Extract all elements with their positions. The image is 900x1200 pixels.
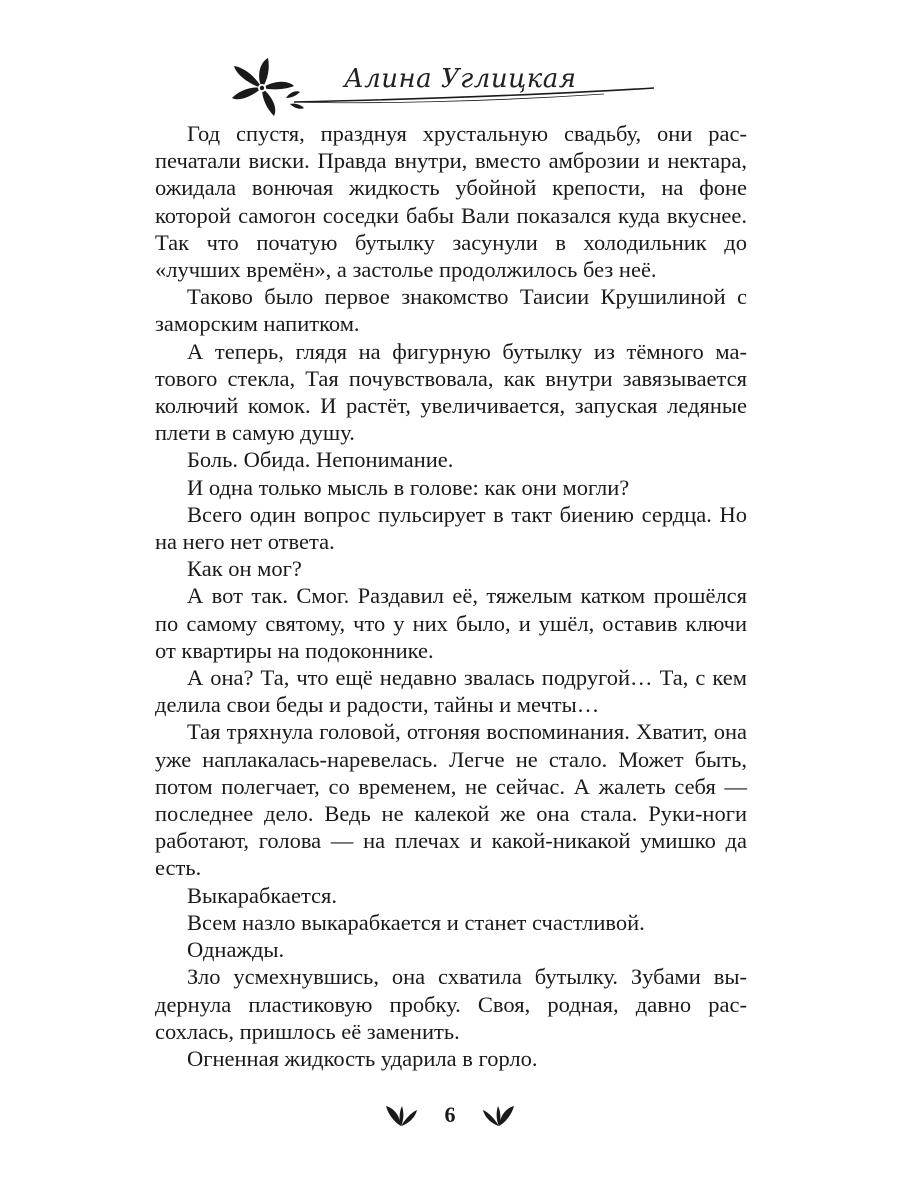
leaf-ornament-icon bbox=[482, 1102, 516, 1128]
leaf-ornament-icon bbox=[384, 1102, 418, 1128]
body-text bbox=[155, 120, 747, 1072]
paragraph: А теперь, глядя на фигурную бутылку из тёмного матового стекла, Тая почувствовала, как внутри завязывается колючий комок. И растёт, увеличивается, запуская ледяные плети в самую душу. bbox=[155, 338, 747, 446]
paragraph: И одна только мысль в голове: как они могли? bbox=[187, 474, 630, 500]
paragraph: Всем назло выкарабкается и станет счастливой. bbox=[187, 909, 645, 935]
paragraph: А вот так. Смог. Раздавил её, тяжелым катком прошёлся по самому святому, что у них было, и ушёл, оставив ключи от квартиры на подоконнике. bbox=[155, 583, 747, 663]
paragraph: Всего один вопрос пульсирует в такт биению сердца. Но на него нет ответа. bbox=[155, 501, 747, 555]
paragraph: Однажды. bbox=[187, 937, 285, 963]
author-name: Алина Углицкая bbox=[344, 64, 577, 94]
paragraph: Выкарабкается. bbox=[187, 882, 338, 908]
paragraph: А она? Та, что ещё недавно звалась подругой… Та, с кем делила свои беды и радости, тайны и мечты… bbox=[155, 665, 747, 718]
paragraph: Год спустя, празднуя хрустальную свадьбу, они распечатали виски. Правда внутри, вместо амброзии и нектара, ожидала вонючая жидкость убойной крепости, на фоне которой самогон соседки бабы Вали показался куда вкуснее. Так что початую бутылку засунули в холодильник до «лучших времён», а застолье продолжилось без неё. bbox=[155, 121, 747, 283]
paragraph: Как он мог? bbox=[187, 556, 302, 582]
paragraph: Таково было первое знакомство Таисии Крушилиной с заморским напитком. bbox=[155, 284, 747, 337]
running-header bbox=[224, 52, 656, 122]
paragraph: Огненная жидкость ударила в горло. bbox=[187, 1045, 538, 1071]
page-number: 6 bbox=[444, 1102, 456, 1127]
paragraph: Зло усмехнувшись, она схватила бутылку. Зубами выдернула пластиковую пробку. Своя, родная, давно рассохлась, пришлось её заменить. bbox=[155, 964, 747, 1044]
page-footer bbox=[0, 1098, 900, 1138]
paragraph: Боль. Обида. Непонимание. bbox=[187, 447, 454, 473]
paragraph: Тая тряхнула головой, отгоняя воспоминания. Хватит, она уже наплакалась-наревелась. Легче не стало. Может быть, потом полегчает, со временем, не сейчас. А жалеть себя — последнее дело. Ведь не калекой же она стала. Руки-ноги работают, голова — на плечах и какой-никакой умишко да есть. bbox=[155, 719, 747, 881]
